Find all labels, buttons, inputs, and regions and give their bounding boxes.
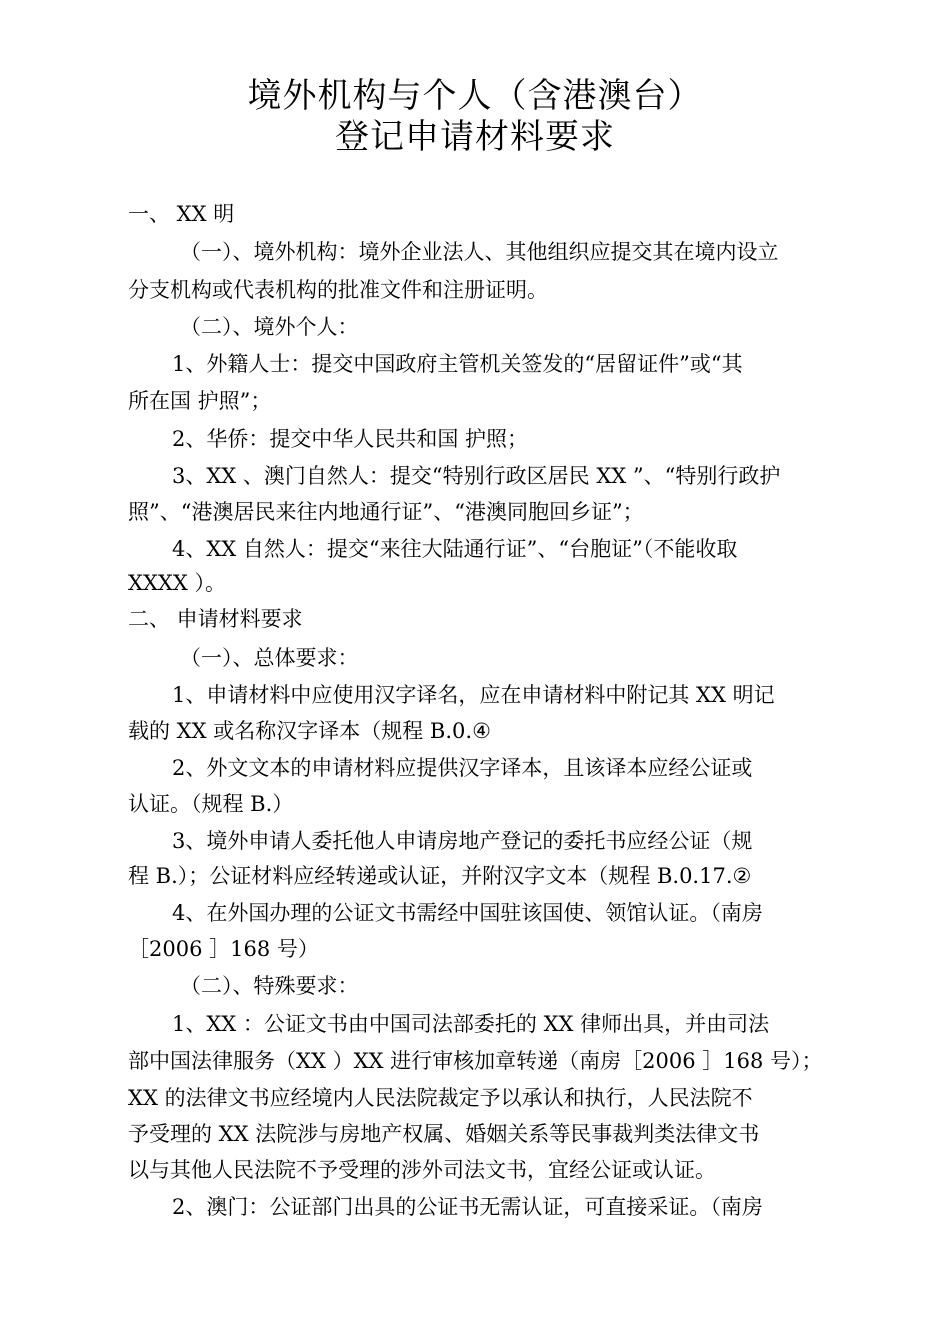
paragraph-line: 载的 XX 或名称汉字译本（规程 B.0.④ <box>128 719 491 743</box>
heading-section-2: 二、 申请材料要求 <box>128 607 303 631</box>
paragraph-line: 3、境外申请人委托他人申请房地产登记的委托书应经公证（规 <box>172 829 753 853</box>
paragraph-line: （一）、境外机构：境外企业法人、其他组织应提交其在境内设立 <box>180 240 779 264</box>
paragraph-line: 予受理的 XX 法院涉与房地产权属、婚姻关系等民事裁判类法律文书 <box>128 1122 760 1146</box>
subheading-foreign-individuals: （二）、境外个人： <box>180 315 359 339</box>
paragraph-line: 程 B.）；公证材料应经转递或认证，并附汉字文本（规程 B.0.17.② <box>128 864 752 888</box>
heading-section-1: 一、 XX 明 <box>128 202 235 226</box>
paragraph-line: 照”、“港澳居民来往内地通行证”、“港澳同胞回乡证”； <box>128 500 644 524</box>
paragraph-line: 1、XX ：公证文书由中国司法部委托的 XX 律师出具，并由司法 <box>172 1012 770 1036</box>
subheading-general: （一）、总体要求： <box>180 646 359 670</box>
paragraph-line: 1、外籍人士：提交中国政府主管机关签发的“居留证件”或“其 <box>172 352 743 376</box>
paragraph-line: XX 的法律文书应经境内人民法院裁定予以承认和执行，人民法院不 <box>128 1086 753 1110</box>
paragraph-line: 3、XX 、澳门自然人：提交“特别行政区居民 XX ”、“特别行政护 <box>172 464 781 488</box>
paragraph-line: 以与其他人民法院不予受理的涉外司法文书，宜经公证或认证。 <box>128 1158 716 1182</box>
paragraph-line: 认证。（规程 B.） <box>128 792 294 816</box>
paragraph-line: 所在国 护照”； <box>128 389 272 413</box>
paragraph-line: 4、XX 自然人：提交“来往大陆通行证”、“台胞证”（不能收取 <box>172 537 738 561</box>
title-line-1: 境外机构与个人（含港澳台） <box>247 76 703 116</box>
paragraph-line: ［2006 ］168 号） <box>128 937 319 961</box>
paragraph-line: 部中国法律服务（XX ）XX 进行审核加章转递（南房［2006 ］168 号）； <box>128 1049 823 1073</box>
subheading-special: （二）、特殊要求： <box>180 974 359 998</box>
title-line-2: 登记申请材料要求 <box>335 117 615 157</box>
paragraph-line: 2、澳门：公证部门出具的公证书无需认证，可直接采证。（南房 <box>172 1195 763 1219</box>
paragraph-line: 2、外文文本的申请材料应提供汉字译本，且该译本应经公证或 <box>172 756 753 780</box>
paragraph-line: 2、华侨：提交中华人民共和国 护照； <box>172 427 529 451</box>
paragraph-line: 4、在外国办理的公证文书需经中国驻该国使、领馆认证。（南房 <box>172 901 763 925</box>
paragraph-line: XXXX ）。 <box>128 571 226 595</box>
paragraph-line: 分支机构或代表机构的批准文件和注册证明。 <box>128 278 548 302</box>
paragraph-line: 1、申请材料中应使用汉字译名，应在申请材料中附记其 XX 明记 <box>172 683 775 707</box>
